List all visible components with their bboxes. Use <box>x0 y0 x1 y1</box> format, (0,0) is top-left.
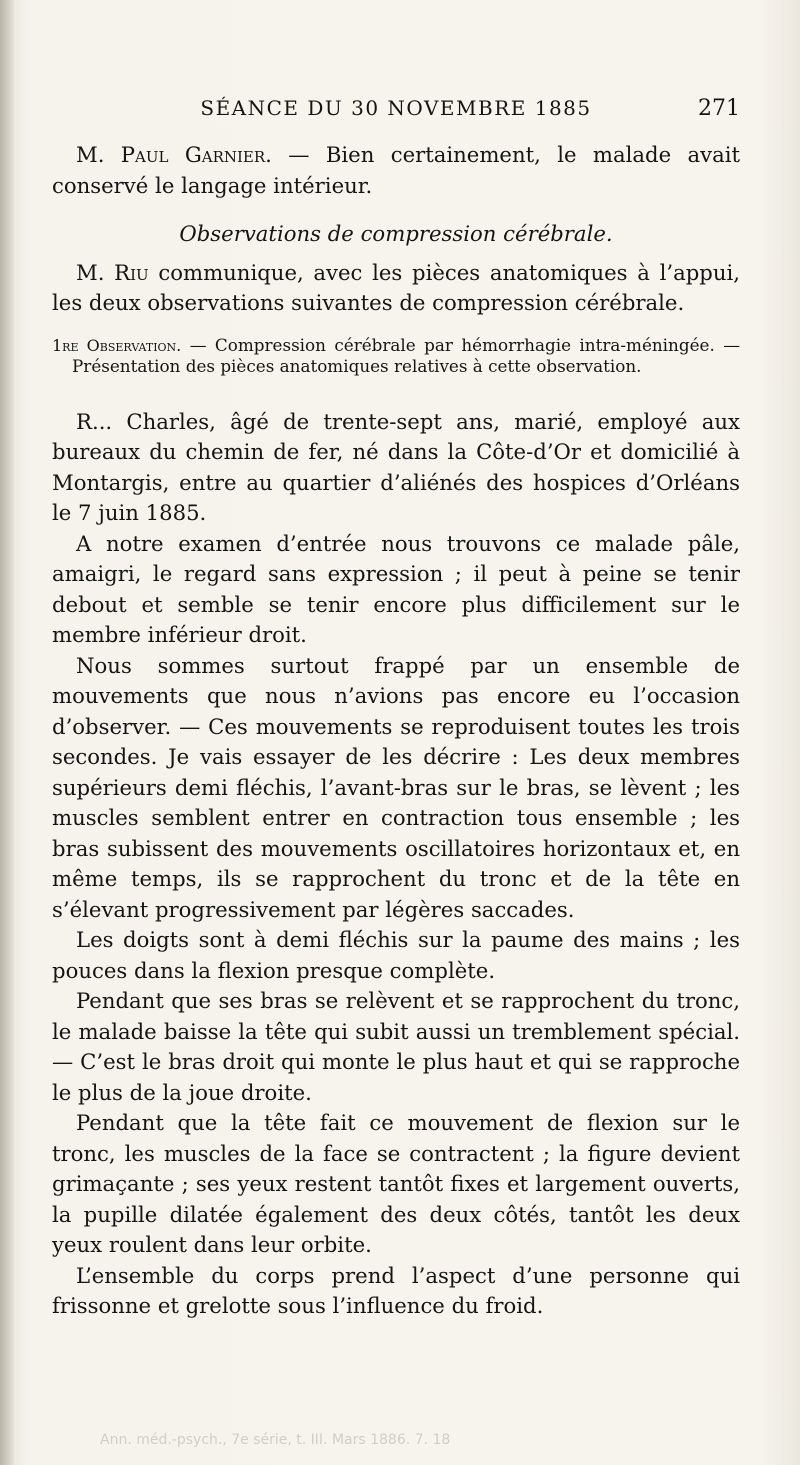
paragraph-riu <box>52 258 740 319</box>
paragraph-movements: Nous sommes surtout frappé par un ensemble de mouvements que nous n’avions pas encore eu l’occasion d’observer. — Ces mouvements se reproduisent toutes les trois secondes. Je vais essayer de les décrire : Les deux membres supérieurs demi fléchis, l’avant-bras sur le bras, se lèvent ; les muscles semblent entrer en contraction tous ensemble ; les bras subissent des mouvements oscillatoires horizontaux et, en même temps, ils se rapprochent du tronc et de la tête en s’élevant progressivement par légères saccades. <box>52 652 740 922</box>
paragraph-exam: A notre examen d’entrée nous trouvons ce malade pâle, amaigri, le regard sans expression ; il peut à peine se tenir debout et semble se tenir encore plus difficilement sur le membre inférieur droit. <box>52 530 740 647</box>
paragraph-fingers: Les doigts sont à demi fléchis sur la paume des mains ; les pouces dans la flexion presque complète. <box>52 927 740 983</box>
body-text <box>52 140 740 1322</box>
speaker-name: M. Riu <box>76 259 149 285</box>
paragraph-body: L’ensemble du corps prend l’aspect d’une personne qui frissonne et grelotte sous l’influence du froid. <box>52 1262 740 1318</box>
page-number: 271 <box>698 96 740 121</box>
footer-bleed-through: Ann. méd.-psych., 7e série, t. III. Mars 1886. 7. 18 <box>100 1432 451 1448</box>
paragraph-arms-head: Pendant que ses bras se relèvent et se rapprochent du tronc, le malade baisse la tête qui subit aussi un tremblement spécial. — C’est le bras droit qui monte le plus haut et qui se rapproche le plus de la joue droite. <box>52 988 740 1105</box>
running-title: SÉANCE DU 30 NOVEMBRE 1885 <box>200 96 592 120</box>
observation-heading <box>52 335 740 377</box>
observation-label: 1re Observation. <box>52 335 182 355</box>
page-spine-shadow <box>0 0 14 1465</box>
section-title: Observations de compression cérébrale. <box>179 221 613 246</box>
speaker-name: M. Paul Garnier. <box>76 142 272 167</box>
paragraph-garnier <box>52 140 740 201</box>
paragraph-face: Pendant que la tête fait ce mouvement de flexion sur le tronc, les muscles de la face se contractent ; la figure devient grimaçante ; ses yeux restent tantôt fixes et largement ouverts, la pupille dilatée également des deux côtés, tantôt les deux yeux roulent dans leur orbite. <box>52 1110 740 1257</box>
paragraph-text: communique, avec les pièces anatomiques à l’appui, les deux observations suivantes de compression cérébrale. <box>52 259 740 315</box>
running-head <box>52 96 740 130</box>
paragraph-text: — Bien certainement, le malade avait conservé le langage intérieur. <box>52 142 740 198</box>
paragraph-patient-intro: R... Charles, âgé de trente-sept ans, marié, employé aux bureaux du chemin de fer, né dans la Côte-d’Or et domicilié à Montargis, entre au quartier d’aliénés des hospices d’Orléans le 7 juin 1885. <box>52 408 740 525</box>
spacer <box>52 377 740 407</box>
observation-text: — Compression cérébrale par hémorrhagie intra-méningée. — Présentation des pièces anatomiques relatives à cette observation. <box>72 334 741 376</box>
